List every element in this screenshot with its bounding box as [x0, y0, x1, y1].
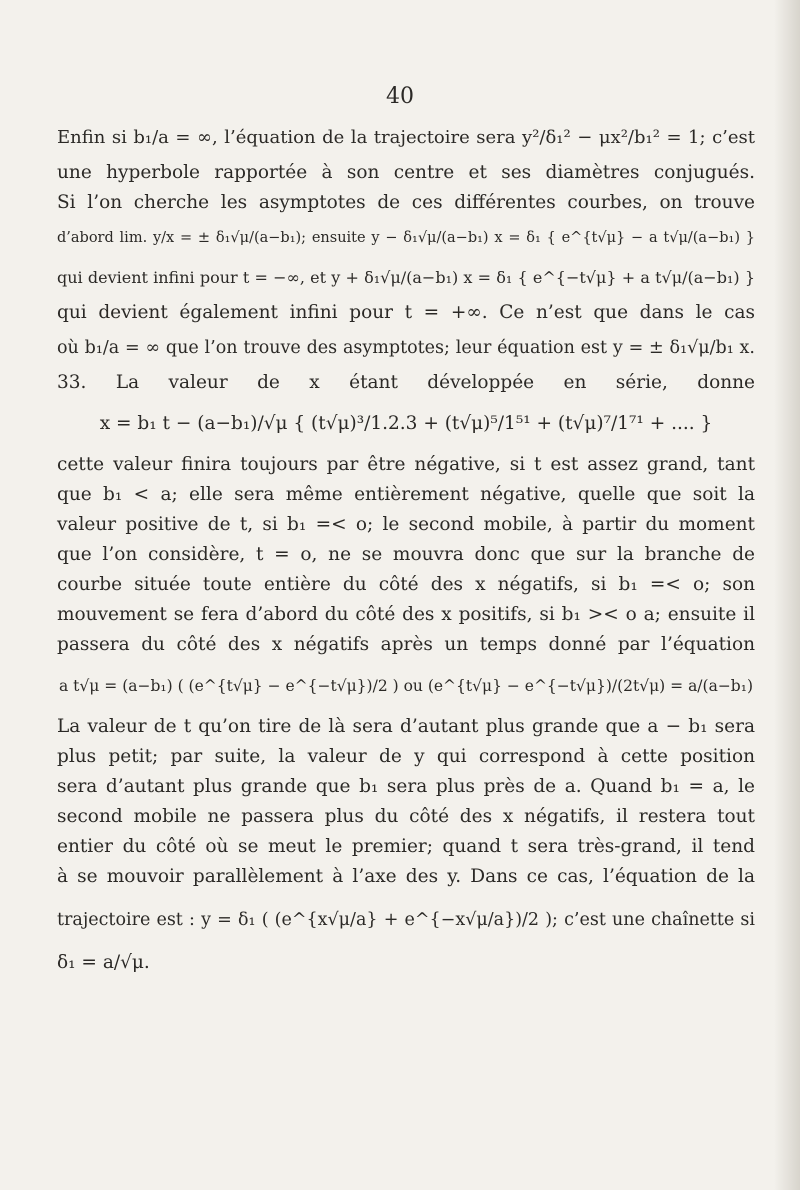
text-line: courbe située toute entière du côté des x négatifs, si b₁ =< o; son	[57, 574, 755, 595]
text-line: où b₁/a = ∞ que l’on trouve des asymptotes; leur équation est y = ± δ₁√μ/b₁ x.	[57, 338, 755, 358]
text-line: qui devient également infini pour t = +∞. Ce n’est que dans le cas	[57, 302, 755, 323]
text-line: valeur positive de t, si b₁ =< o; le second mobile, à partir du moment	[57, 514, 755, 535]
page-number: 40	[386, 84, 414, 109]
text-line: 33. La valeur de x étant développée en série, donne	[57, 372, 755, 393]
text-line: cette valeur finira toujours par être négative, si t est assez grand, tant	[57, 454, 755, 475]
text-line: que l’on considère, t = o, ne se mouvra donc que sur la branche de	[57, 544, 755, 565]
body-text	[57, 118, 755, 978]
text-line: δ₁ = a/√μ.	[57, 952, 150, 973]
text-line: d’abord lim. y/x = ± δ₁√μ/(a−b₁); ensuite y − δ₁√μ/(a−b₁) x = δ₁ { e^{t√μ} − a t√μ/(a−b₁) }	[57, 230, 755, 246]
text-line: à se mouvoir parallèlement à l’axe des y. Dans ce cas, l’équation de la	[57, 866, 755, 887]
text-line: Si l’on cherche les asymptotes de ces différentes courbes, on trouve	[57, 192, 755, 213]
text-line: La valeur de t qu’on tire de là sera d’autant plus grande que a − b₁ sera	[57, 716, 755, 737]
text-line: que b₁ < a; elle sera même entièrement négative, quelle que soit la	[57, 484, 755, 505]
text-line: plus petit; par suite, la valeur de y qui correspond à cette position	[57, 746, 755, 767]
equation-time: a t√μ = (a−b₁) ( (e^{t√μ} − e^{−t√μ})/2 ) ou (e^{t√μ} − e^{−t√μ})/(2t√μ) = a/(a−b₁)	[59, 677, 753, 695]
text-line: entier du côté où se meut le premier; quand t sera très-grand, il tend	[57, 836, 755, 857]
text-line: second mobile ne passera plus du côté des x négatifs, il restera tout	[57, 806, 755, 827]
text-line: Enfin si b₁/a = ∞, l’équation de la trajectoire sera y²/δ₁² − μx²/b₁² = 1; c’est	[57, 127, 755, 148]
text-line: mouvement se fera d’abord du côté des x positifs, si b₁ >< o a; ensuite il	[57, 604, 755, 625]
text-line: passera du côté des x négatifs après un temps donné par l’équation	[57, 634, 755, 655]
text-line: qui devient infini pour t = −∞, et y + δ₁√μ/(a−b₁) x = δ₁ { e^{−t√μ} + a t√μ/(a−b₁) }	[57, 268, 755, 287]
text-line: trajectoire est : y = δ₁ ( (e^{x√μ/a} + e^{−x√μ/a})/2 ); c’est une chaînette si	[57, 910, 755, 930]
equation-series: x = b₁ t − (a−b₁)/√μ { (t√μ)³/1.2.3 + (t√μ)⁵/1⁵¹ + (t√μ)⁷/1⁷¹ + .... }	[99, 413, 713, 434]
text-line: sera d’autant plus grande que b₁ sera plus près de a. Quand b₁ = a, le	[57, 776, 755, 797]
page-edge-shadow	[774, 0, 800, 1190]
text-line: une hyperbole rapportée à son centre et ses diamètres conjugués.	[57, 162, 755, 183]
